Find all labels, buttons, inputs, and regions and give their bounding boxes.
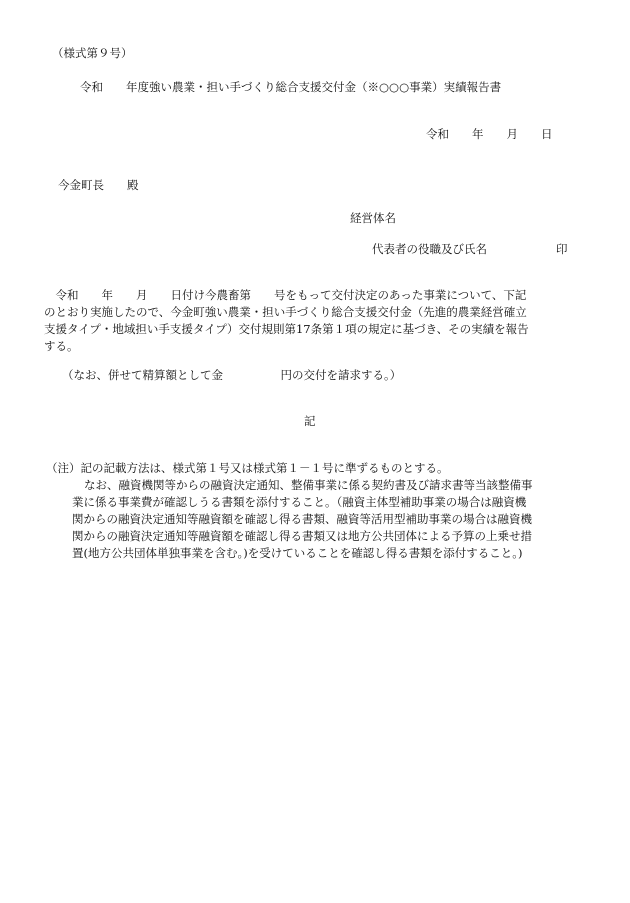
note-line: 業に係る事業費が確認しうる書類を添付すること。（融資主体型補助事業の場合は融資機 [72, 495, 527, 509]
body-line: のとおり実施したので、今金町強い農業・担い手づくり総合支援交付金（先進的農業経営確立 [44, 305, 527, 319]
form-number: （様式第９号） [52, 46, 133, 60]
body-line: する。 [44, 339, 79, 353]
body-line: 令和 年 月 日付け今農畜第 号をもって交付決定のあった事業について、下記 [44, 288, 527, 302]
note-section [46, 460, 586, 562]
note-line: 関からの融資決定通知等融資額を確認し得る書類又は地方公共団体による予算の上乗せ措 [72, 529, 532, 543]
entity-name-label: 経営体名 [350, 211, 396, 225]
body-line: 支援タイプ・地域担い手支援タイプ）交付規則第17条第１項の規定に基づき、その実績を報告 [44, 322, 529, 336]
settlement-request-line: （なお、併せて精算額として金 円の交付を請求する。） [62, 368, 402, 382]
ki-heading: 記 [304, 414, 316, 428]
representative-line: 代表者の役職及び氏名 印 [372, 242, 568, 256]
note-line: 置(地方公共団体単独事業を含む。)を受けていることを確認し得る書類を添付すること。) [72, 546, 523, 560]
note-line: なお、融資機関等からの融資決定通知、整備事業に係る契約書及び請求書等当該整備事 [84, 478, 533, 492]
document-title: 令和 年度強い農業・担い手づくり総合支援交付金（※○○○事業）実績報告書 [80, 80, 502, 94]
report-body-paragraph [44, 287, 578, 355]
note-line: 関からの融資決定通知等融資額を確認し得る書類、融資等活用型補助事業の場合は融資機 [72, 512, 532, 526]
addressee: 今金町長 殿 [58, 178, 139, 192]
date-line: 令和 年 月 日 [426, 127, 553, 141]
note-line: （注）記の記載方法は、様式第１号又は様式第１－１号に準ずるものとする。 [46, 461, 449, 475]
